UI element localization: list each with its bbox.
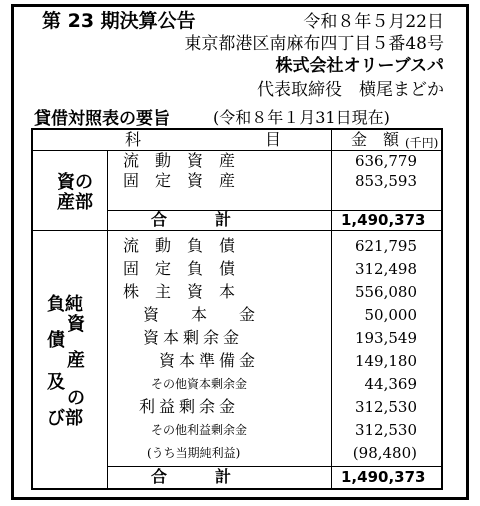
equity-value-capital-surplus: 193,549 — [354, 329, 417, 347]
liab-label-c4a: の — [67, 388, 85, 409]
liab-total-label: 合 計 — [151, 467, 232, 486]
asset-value-current: 636,779 — [354, 152, 417, 170]
equity-label-capital-reserve: 資本準備金 — [159, 351, 260, 370]
col-unit: (千円) — [405, 136, 439, 150]
liab-label-c3a: 産 — [67, 350, 85, 371]
assets-total-label: 合 計 — [151, 210, 232, 229]
liab-label-c1: 負純 — [47, 294, 83, 315]
section-divider — [107, 150, 108, 488]
assets-section-label-1: 資の — [57, 172, 93, 193]
liab-total-value: 1,490,373 — [341, 468, 426, 486]
equity-label-shareholders: 株 主 資 本 — [123, 282, 236, 301]
assets-section-divider — [33, 230, 441, 231]
equity-value-net-income: (98,480) — [352, 444, 417, 462]
notice-date: 令和８年５月22日 — [303, 12, 444, 32]
asset-label-fixed: 固 定 資 産 — [123, 171, 236, 190]
equity-label-capital: 資 本 金 — [143, 305, 256, 324]
col-subject-2: 目 — [265, 130, 282, 149]
company-address: 東京都港区南麻布四丁目５番48号 — [184, 34, 444, 54]
assets-section-label-2: 産部 — [57, 192, 93, 213]
notice-title: 第 23 期決算公告 — [42, 10, 196, 32]
equity-value-shareholders: 556,080 — [354, 283, 417, 301]
liab-value-current: 621,795 — [354, 237, 417, 255]
liab-label-current: 流 動 負 債 — [123, 236, 236, 255]
equity-value-capital: 50,000 — [364, 306, 417, 324]
balance-sheet-table — [31, 128, 443, 490]
balance-sheet-title: 貸借対照表の要旨 — [34, 109, 170, 129]
equity-label-retained-earnings: 利益剰余金 — [139, 397, 240, 416]
equity-label-other-capital-surplus: その他資本剰余金 — [151, 377, 248, 391]
assets-total-value: 1,490,373 — [341, 211, 426, 229]
equity-value-retained-earnings: 312,530 — [354, 398, 417, 416]
amount-divider — [331, 130, 332, 488]
liab-label-c3b: 及 — [47, 372, 65, 393]
equity-label-other-retained: その他利益剰余金 — [151, 423, 248, 437]
liab-value-fixed: 312,498 — [354, 260, 417, 278]
equity-value-capital-reserve: 149,180 — [354, 352, 417, 370]
company-name: 株式会社オリーブスパ — [275, 56, 444, 76]
liab-label-c2b: 債 — [47, 330, 65, 351]
liab-label-c2a: 資 — [67, 314, 85, 335]
liab-label-c4b: び部 — [47, 408, 83, 429]
liab-label-fixed: 固 定 負 債 — [123, 259, 236, 278]
col-subject-1: 科 — [125, 130, 142, 149]
equity-label-capital-surplus: 資本剰余金 — [143, 328, 244, 347]
asset-value-fixed: 853,593 — [354, 172, 417, 190]
equity-value-other-capital-surplus: 44,369 — [364, 375, 417, 393]
equity-value-other-retained: 312,530 — [354, 421, 417, 439]
col-amount: 金 額 — [351, 130, 400, 149]
representative: 代表取締役 横尾まどか — [257, 80, 444, 100]
equity-label-net-income: (うち当期純利益) — [147, 446, 241, 460]
asset-label-current: 流 動 資 産 — [123, 151, 236, 170]
balance-sheet-date: (令和８年１月31日現在) — [213, 108, 390, 127]
